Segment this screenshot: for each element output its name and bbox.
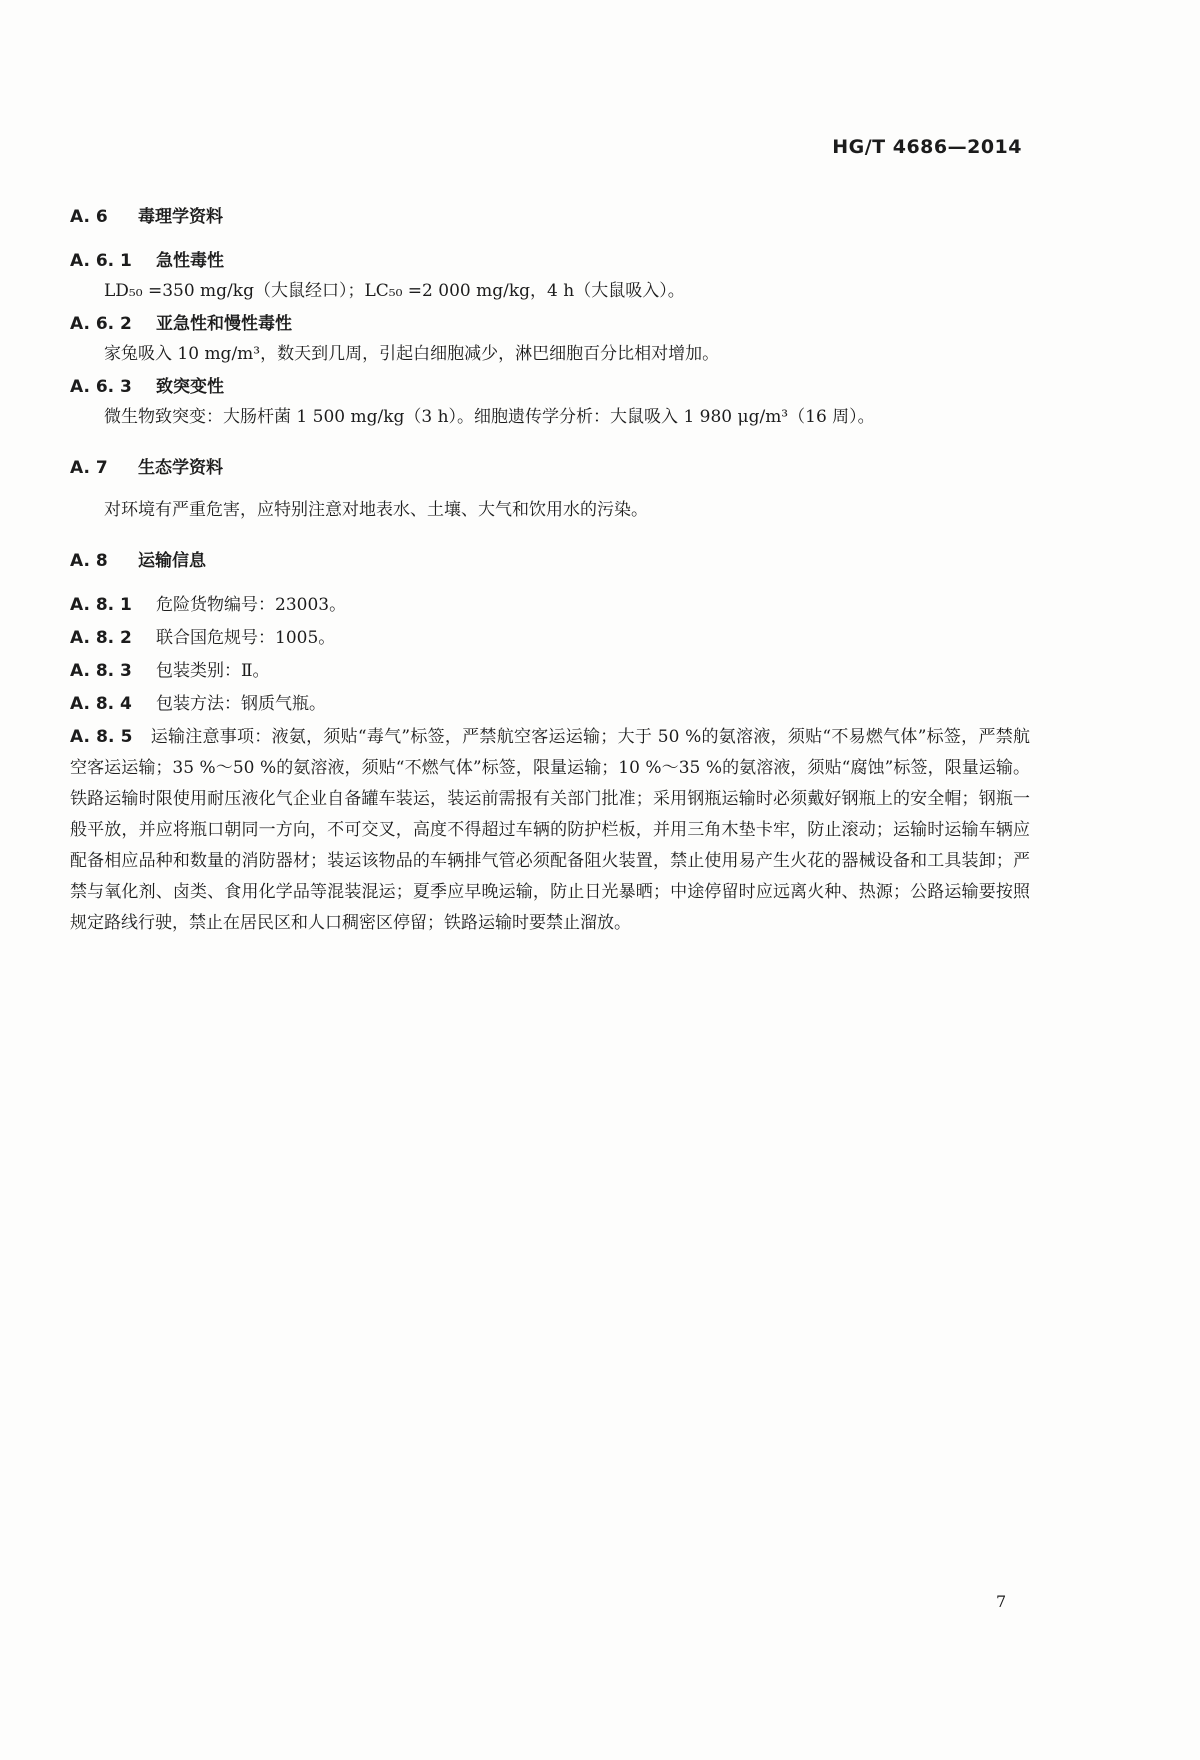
- item-a83: [70, 656, 1030, 687]
- document-body: [70, 204, 1030, 939]
- item-a84: [70, 689, 1030, 720]
- subsection-number: A. 6. 3: [70, 377, 132, 397]
- subsection-title: 急性毒性: [156, 251, 224, 271]
- section-title: 毒理学资料: [138, 207, 223, 227]
- subsection-number: A. 6. 1: [70, 251, 132, 271]
- item-text: 危险货物编号：23003。: [156, 595, 347, 615]
- paragraph-a7: 对环境有严重危害，应特别注意对地表水、土壤、大气和饮用水的污染。: [104, 500, 648, 520]
- item-number: A. 8. 2: [70, 628, 132, 648]
- subsection-heading-a61: [70, 248, 1030, 274]
- subsection-number: A. 6. 2: [70, 314, 132, 334]
- item-number: A. 8. 3: [70, 661, 132, 681]
- section-number: A. 8: [70, 551, 108, 571]
- item-number: A. 8. 1: [70, 595, 132, 615]
- item-text: 包装方法：钢质气瓶。: [156, 694, 326, 714]
- section-title: 生态学资料: [138, 458, 223, 478]
- paragraph-a63: 微生物致突变：大肠杆菌 1 500 mg/kg（3 h）。细胞遗传学分析：大鼠吸入 1 980 μg/m³（16 周）。: [104, 407, 875, 427]
- item-number: A. 8. 4: [70, 694, 132, 714]
- item-text: 包装类别：Ⅱ。: [156, 661, 270, 681]
- item-number: A. 8. 5: [70, 727, 133, 747]
- section-number: A. 6: [70, 207, 108, 227]
- section-title: 运输信息: [138, 551, 206, 571]
- item-a81: [70, 590, 1030, 621]
- subsection-heading-a62: [70, 311, 1030, 337]
- section-heading-a6: [70, 204, 1030, 230]
- item-a82: [70, 623, 1030, 654]
- section-heading-a7: [70, 455, 1030, 481]
- section-number: A. 7: [70, 458, 108, 478]
- item-a85: [70, 722, 1030, 939]
- standard-code: HG/T 4686—2014: [832, 136, 1022, 158]
- subsection-title: 亚急性和慢性毒性: [156, 314, 292, 334]
- item-text: 运输注意事项：液氨，须贴“毒气”标签，严禁航空客运运输；大于 50 %的氨溶液，须贴“不易燃气体”标签，严禁航空客运运输；35 %～50 %的氨溶液，须贴“不燃气体”标签，限量运输；10 %～35 %的氨溶液，须贴“腐蚀”标签，限量运输。铁路运输时限使用耐压液化气企业自备罐车装运，装运前需报有关部门批准；采用钢瓶运输时必须戴好钢瓶上的安全帽；钢瓶一般平放，并应将瓶口朝同一方向，不可交叉，高度不得超过车辆的防护栏板，并用三角木垫卡牢，防止滚动；运输时运输车辆应配备相应品种和数量的消防器材；装运该物品的车辆排气管必须配备阻火装置，禁止使用易产生火花的器械设备和工具装卸；严禁与氧化剂、卤类、食用化学品等混装混运；夏季应早晚运输，防止日光暴晒；中途停留时应远离火种、热源；公路运输要按照规定路线行驶，禁止在居民区和人口稠密区停留；铁路运输时要禁止溜放。: [70, 727, 1030, 933]
- page-number: 7: [996, 1592, 1007, 1611]
- subsection-heading-a63: [70, 374, 1030, 400]
- section-heading-a8: [70, 548, 1030, 574]
- paragraph-a62: 家兔吸入 10 mg/m³，数天到几周，引起白细胞减少，淋巴细胞百分比相对增加。: [104, 344, 720, 364]
- subsection-title: 致突变性: [156, 377, 224, 397]
- paragraph-a61: LD₅₀ =350 mg/kg（大鼠经口）；LC₅₀ =2 000 mg/kg，4 h（大鼠吸入）。: [104, 281, 685, 301]
- item-text: 联合国危规号：1005。: [156, 628, 336, 648]
